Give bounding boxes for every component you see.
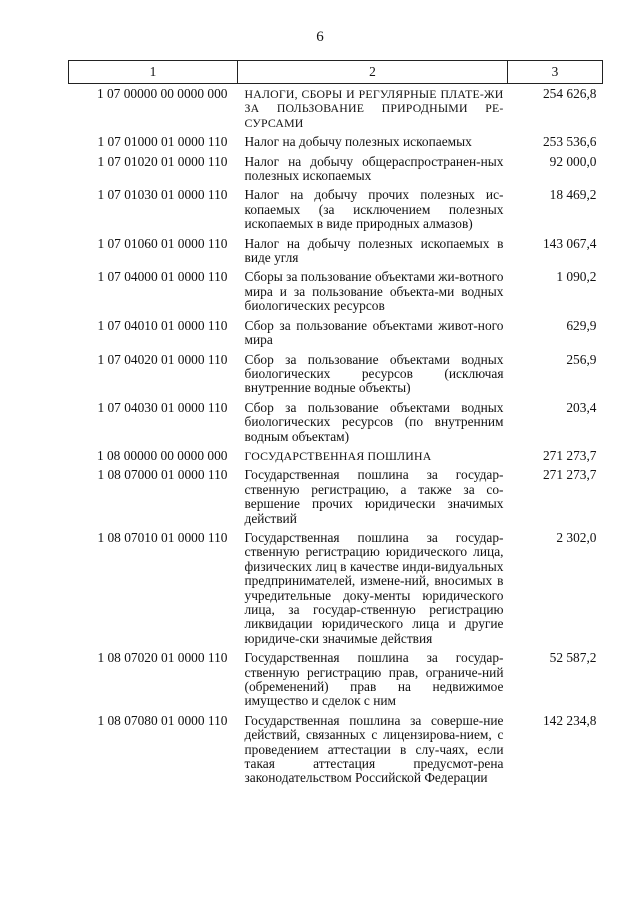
budget-code: 1 07 01060 01 0000 110 (97, 235, 228, 251)
amount: 629,9 (566, 317, 597, 333)
amount: 271 273,7 (542, 447, 597, 463)
revenue-name: Государственная пошлина за государ-ственную регистрацию прав, ограниче-ний (обременений) прав на недвижимое имущество и сделок с ним (244, 650, 504, 709)
table-row (69, 155, 603, 189)
budget-code: 1 07 04020 01 0000 110 (97, 351, 228, 367)
header-column-1: 1 (69, 61, 238, 84)
budget-code: 1 07 01020 01 0000 110 (97, 153, 228, 169)
amount: 2 302,0 (556, 529, 597, 545)
revenue-name: Налог на добычу общераспространен-ных полезных ископаемых (244, 153, 504, 184)
budget-code: 1 07 01000 01 0000 110 (97, 134, 228, 150)
revenue-name: Налог на добычу полезных ископаемых (244, 134, 472, 150)
revenue-name: Государственная пошлина за государ-ственную регистрацию, а также за со-вершение прочих юридически значимых действий (244, 467, 504, 526)
table-row (69, 714, 603, 791)
amount: 203,4 (566, 399, 597, 415)
header-column-2: 2 (238, 61, 508, 84)
revenue-name: Сбор за пользование объектами водных биологических ресурсов (по внутренним водным объектам) (244, 399, 504, 444)
table-row (69, 270, 603, 318)
table-row (69, 319, 603, 353)
table-row (69, 237, 603, 271)
budget-code: 1 08 07000 01 0000 110 (97, 467, 228, 483)
amount: 52 587,2 (549, 650, 597, 666)
amount: 18 469,2 (549, 187, 597, 203)
revenue-name: Государственная пошлина за соверше-ние действий, связанных с лицензирова-нием, с проведением аттестации в слу-чаях, если такая аттестация предусмот-рена законодательством Российской Федерации (244, 712, 504, 786)
budget-code: 1 08 07010 01 0000 110 (97, 529, 228, 545)
revenue-table (68, 60, 603, 791)
budget-code: 1 07 01030 01 0000 110 (97, 187, 228, 203)
budget-code: 1 08 07020 01 0000 110 (97, 650, 228, 666)
revenue-name: ГОСУДАРСТВЕННАЯ ПОШЛИНА (244, 448, 432, 463)
table-row (69, 468, 603, 531)
table-row (69, 651, 603, 714)
revenue-name: Налог на добычу прочих полезных ис-копаемых (за исключением полезных ископаемых в виде природных алмазов) (244, 187, 504, 232)
table-row (69, 188, 603, 236)
revenue-name: Налог на добычу полезных ископаемых в виде угля (244, 235, 504, 266)
revenue-name: Сборы за пользование объектами жи-вотного мира и за пользование объекта-ми водных биологических ресурсов (244, 269, 504, 314)
budget-code: 1 07 04000 01 0000 110 (97, 269, 228, 285)
amount: 92 000,0 (549, 153, 597, 169)
amount: 142 234,8 (542, 712, 597, 728)
budget-code: 1 07 00000 00 0000 000 (96, 86, 228, 101)
budget-code: 1 08 07080 01 0000 110 (97, 712, 228, 728)
table-row (69, 84, 603, 136)
amount: 1 090,2 (556, 269, 597, 285)
budget-code: 1 07 04030 01 0000 110 (97, 399, 228, 415)
revenue-name: НАЛОГИ, СБОРЫ И РЕГУЛЯРНЫЕ ПЛАТЕ-ЖИ ЗА ПОЛЬЗОВАНИЕ ПРИРОДНЫМИ РЕ-СУРСАМИ (244, 87, 504, 130)
revenue-name: Сбор за пользование объектами живот-ного мира (244, 317, 504, 348)
table-row (69, 401, 603, 449)
amount: 253 536,6 (542, 134, 597, 150)
header-column-3: 3 (508, 61, 603, 84)
page-number: 6 (316, 29, 324, 45)
table-header-row (69, 61, 603, 84)
budget-code: 1 08 00000 00 0000 000 (96, 447, 228, 463)
amount: 143 067,4 (542, 235, 597, 251)
table-row (69, 531, 603, 651)
amount: 254 626,8 (542, 86, 597, 101)
revenue-name: Государственная пошлина за государ-ственную регистрацию юридического лица, физических лиц в качестве инди-видуальных предпринимателей, измене-ний, вносимых в учредительные доку-менты юридического лица, за государ-ственную регистрацию ликвидации юридического лица и другие юридиче-ски значимые действия (244, 529, 504, 646)
revenue-name: Сбор за пользование объектами водных биологических ресурсов (исключая внутренние водные объекты) (244, 351, 504, 396)
table-row (69, 353, 603, 401)
table-row (69, 135, 603, 154)
table-row (69, 449, 603, 468)
budget-code: 1 07 04010 01 0000 110 (97, 317, 228, 333)
amount: 256,9 (566, 351, 597, 367)
amount: 271 273,7 (542, 467, 597, 483)
